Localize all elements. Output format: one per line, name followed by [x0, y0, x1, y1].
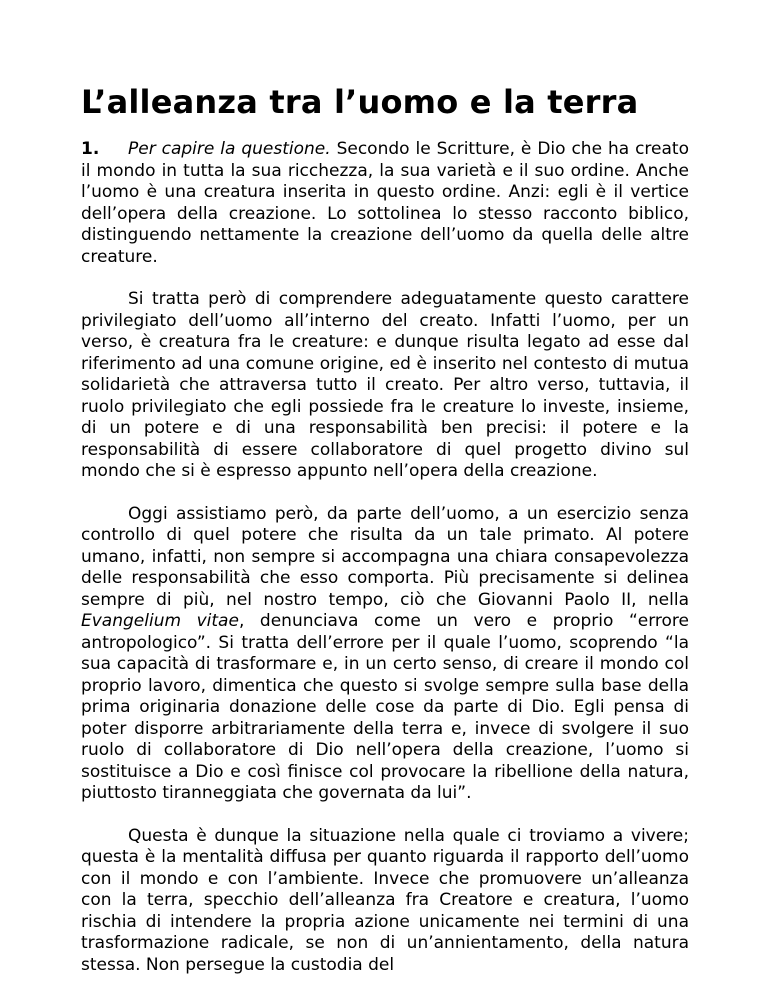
paragraph-3-text-b: , denunciava come un vero e proprio “errore antropologico”. Si tratta dell’errore per il quale l’uomo, scoprendo “la sua capacità di trasformare e, in un certo senso, di creare il mondo col proprio lavoro, dimentica che questo si svolge sempre sulla base della prima originaria donazione delle cose da parte di Dio. Egli pensa di poter disporre arbitrariamente della terra e, invece di svolgere il suo ruolo di collaboratore di Dio nell’opera della creazione, l’uomo si sostituisce a Dio e così finisce col provocare la ribellione della natura, piuttosto tiranneggiata che governata da lui”. — [81, 611, 689, 803]
paragraph-4: Questa è dunque la situazione nella quale ci troviamo a vivere; questa è la mentalità diffusa per quanto riguarda il rapporto dell’uomo con il mondo e con l’ambiente. Invece che promuovere un’alleanza con la terra, specchio dell’alleanza fra Creatore e creatura, l’uomo rischia di intendere la propria azione unicamente nei termini di una trasformazione radicale, se non di un’annientamento, della natura stessa. Non persegue la custodia del — [81, 825, 689, 975]
paragraph-3-text-a: Oggi assistiamo però, da parte dell’uomo, a un esercizio senza controllo di quel potere che risulta da un tale primato. Al potere umano, infatti, non sempre si accompagna una chiara consapevolezza delle responsabilità che esso comporta. Più precisamente si delinea sempre di più, nel nostro tempo, ciò che Giovanni Paolo II, nella — [81, 503, 689, 610]
section-heading: Per capire la questione. — [128, 139, 331, 159]
paragraph-1-text: Secondo le Scritture, è Dio che ha creato il mondo in tutta la sua ricchezza, la sua varietà e il suo ordine. Anche l’uomo è una creatura inserita in questo ordine. Anzi: egli è il vertice dell’opera della creazione. Lo sottolinea lo stesso racconto biblico, distinguendo nettamente la creazione dell’uomo da quella delle altre creature. — [81, 139, 689, 267]
cited-document-title: Evangelium vitae — [81, 611, 239, 631]
document-page — [81, 78, 689, 997]
paragraph-3 — [81, 504, 689, 805]
paragraph-1 — [81, 139, 689, 268]
paragraph-2: Si tratta però di comprendere adeguatamente questo carattere privilegiato dell’uomo all’interno del creato. Infatti l’uomo, per un verso, è creatura fra le creature: e dunque risulta legato ad esse dal riferimento ad una comune origine, ed è inserito nel contesto di mutua solidarietà che attraversa tutto il creato. Per altro verso, tuttavia, il ruolo privilegiato che egli possiede fra le creature lo investe, insieme, di un potere e di una responsabilità ben precisi: il potere e la responsabilità di essere collaboratore di quel progetto divino sul mondo che si è espresso appunto nell’opera della creazione. — [81, 289, 689, 481]
paragraph-number: 1. — [81, 139, 100, 159]
document-title: L’alleanza tra l’uomo e la terra — [81, 83, 639, 121]
